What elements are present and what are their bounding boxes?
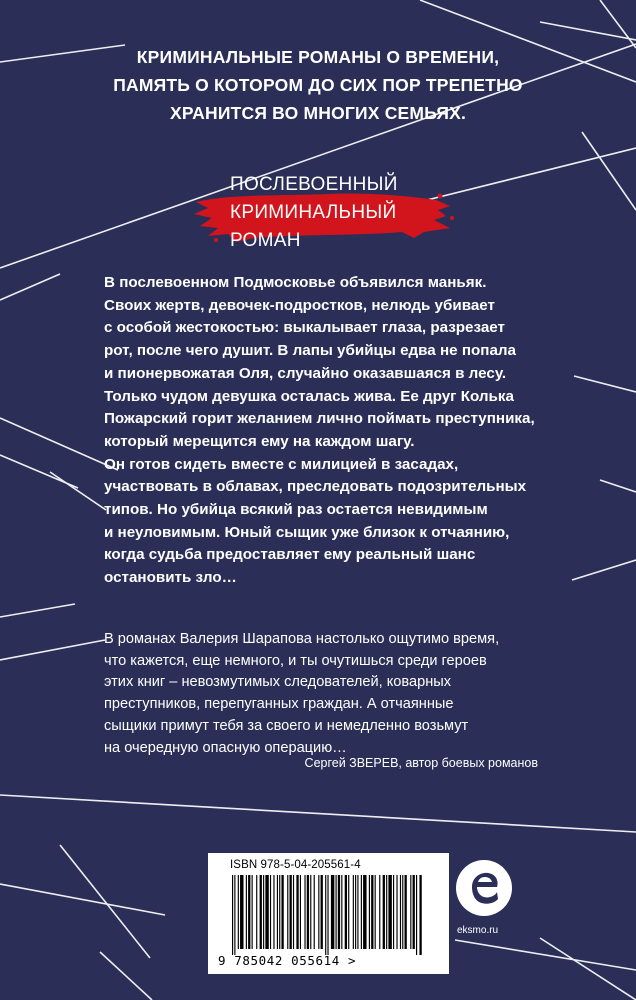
review-line: В романах Валерия Шарапова настолько ощутимо время, bbox=[104, 631, 500, 647]
review-quote bbox=[104, 629, 604, 759]
synopsis-line: Пожарский горит желанием лично поймать преступника, bbox=[104, 410, 535, 428]
synopsis-line: который мерещится ему на каждом шагу. bbox=[104, 432, 415, 450]
review-attribution: Сергей ЗВЕРЕВ, автор боевых романов bbox=[304, 756, 538, 770]
tagline bbox=[60, 43, 576, 127]
synopsis-line: остановить зло… bbox=[104, 569, 237, 587]
review-line: сыщики примут тебя за своего и немедленно возьмут bbox=[104, 717, 469, 734]
tagline-line: ПАМЯТЬ О КОТОРОМ ДО СИХ ПОР ТРЕПЕТНО bbox=[113, 75, 523, 95]
synopsis-line: рот, после чего душит. В лапы убийцы едва не попала bbox=[104, 342, 516, 360]
synopsis-line: с особой жестокостью: выкалывает глаза, разрезает bbox=[104, 319, 505, 337]
tagline-line: ХРАНИТСЯ ВО МНОГИХ СЕМЬЯХ. bbox=[169, 103, 467, 123]
series-label-line: ПОСЛЕВОЕННЫЙ bbox=[230, 174, 398, 195]
synopsis-line: типов. Но убийца всякий раз остается невидимым bbox=[104, 501, 488, 519]
review-line: на очередную опасную операцию… bbox=[104, 739, 347, 756]
review-line: этих книг – невозмутимых следователей, коварных bbox=[104, 674, 452, 691]
barcode-digits: 9 785042 055614 > bbox=[218, 953, 357, 968]
barcode-icon bbox=[230, 875, 426, 955]
synopsis-line: Своих жертв, девочек-подростков, нелюдь убивает bbox=[104, 296, 495, 314]
synopsis-line: Только чудом девушка осталась жива. Ее друг Колька bbox=[104, 387, 514, 405]
tagline-line: КРИМИНАЛЬНЫЕ РОМАНЫ О ВРЕМЕНИ, bbox=[136, 47, 500, 67]
synopsis-line: и пионервожатая Оля, случайно оказавшаяся в лесу. bbox=[104, 364, 507, 382]
synopsis-line: участвовать в облавах, преследовать подозрительных bbox=[104, 478, 527, 496]
series-label-line: РОМАН bbox=[230, 230, 301, 251]
synopsis-line: В послевоенном Подмосковье объявился маньяк. bbox=[104, 274, 487, 291]
synopsis bbox=[104, 272, 604, 590]
series-label-line: КРИМИНАЛЬНЫЙ bbox=[230, 202, 397, 223]
synopsis-line: Он готов сидеть вместе с милицией в засадах, bbox=[104, 455, 459, 473]
review-line: преступников, перепуганных граждан. А отчаянные bbox=[104, 696, 454, 713]
publisher bbox=[455, 853, 515, 974]
publisher-name: eksmo.ru bbox=[457, 925, 499, 936]
isbn: ISBN 978-5-04-205561-4 bbox=[230, 859, 361, 871]
eksmo-logo-icon bbox=[455, 859, 513, 917]
review-line: что кажется, еще немного, и ты очутишься среди героев bbox=[104, 652, 487, 669]
synopsis-line: и неуловимым. Юный сыщик уже близок к отчаянию, bbox=[104, 523, 510, 541]
series-label bbox=[188, 168, 458, 258]
barcode-box bbox=[208, 853, 449, 974]
synopsis-line: когда судьба предоставляет ему реальный шанс bbox=[104, 546, 476, 564]
